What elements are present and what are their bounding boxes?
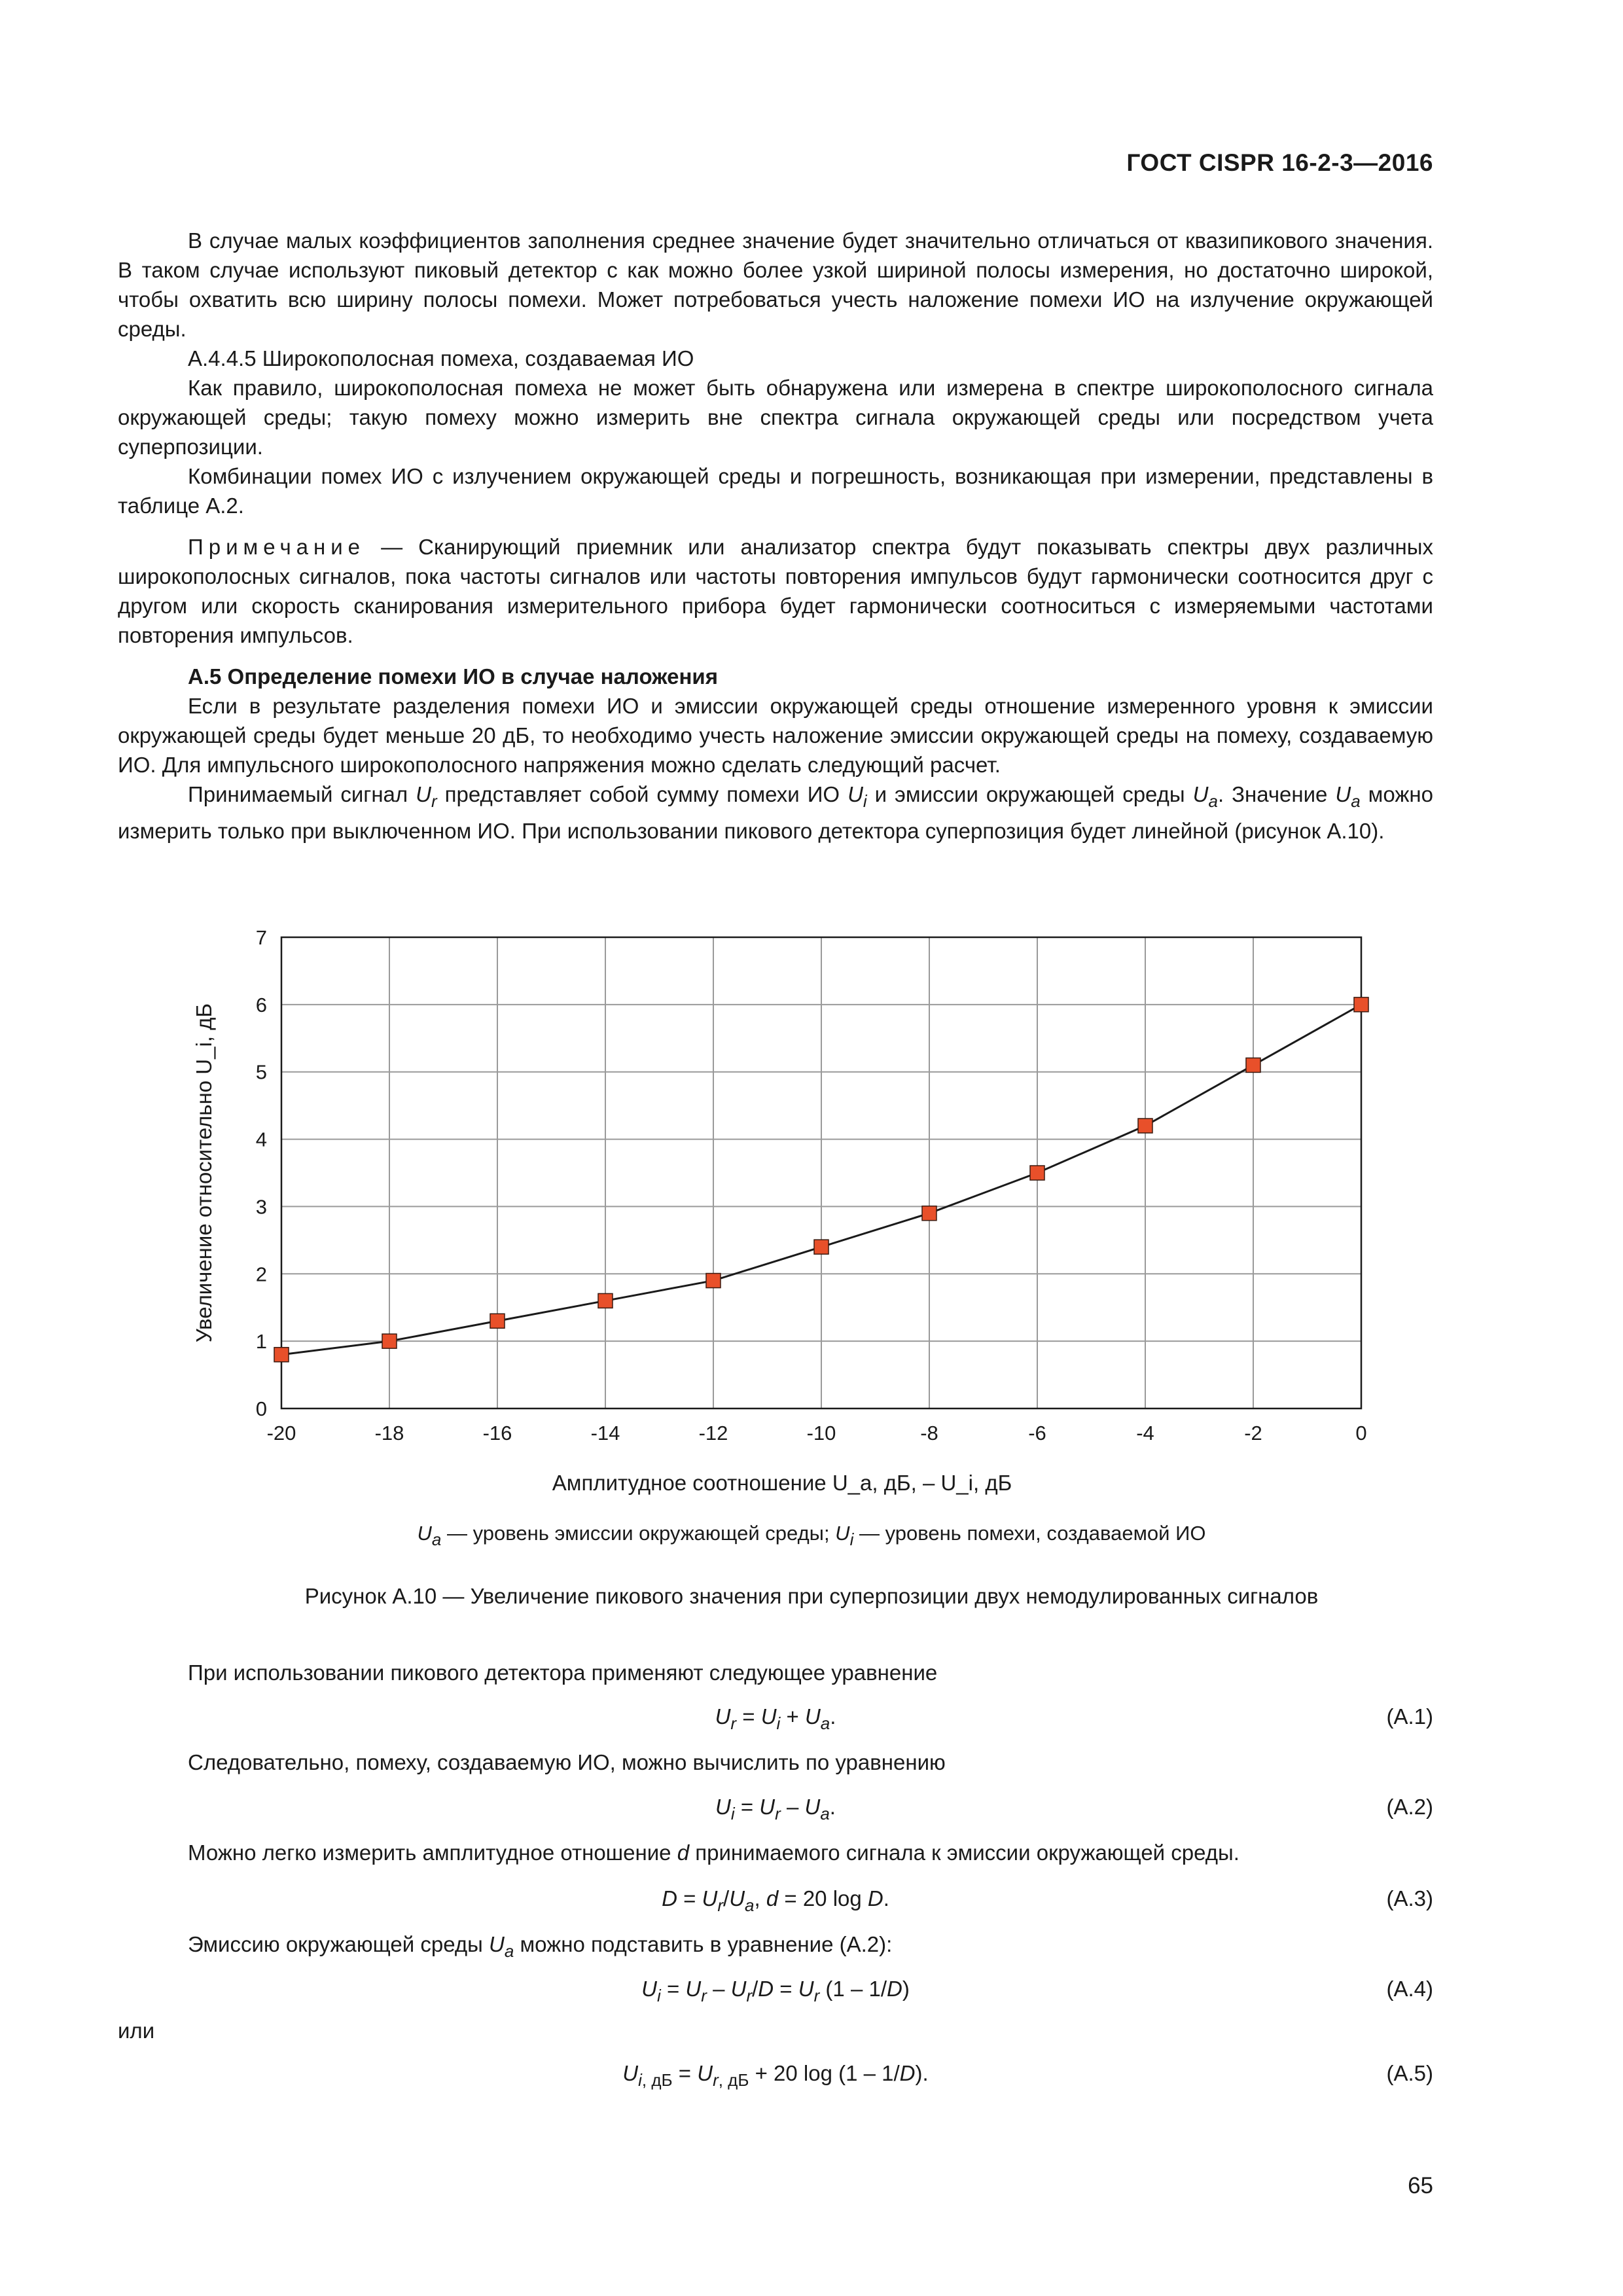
equation-a3-number: (А.3) (1386, 1886, 1433, 1910)
equation-a2-formula: $U_i = U_r - U_a$. (715, 1795, 836, 1823)
intro-paragraph-2: Как правило, широкополосная помеха не может быть обнаружена или измерена в спектре широкополосного сигнала окружающей среды; такую помеху можно измерить вне спектра сигнала окружающей среды или посредством учета суперпозиции. (118, 376, 1433, 459)
y-tick-label: 3 (255, 1195, 267, 1219)
y-tick-label: 6 (255, 993, 267, 1016)
x-tick-label: -6 (1028, 1422, 1046, 1444)
or-word: или (118, 2018, 155, 2043)
section-paragraph-1: Если в результате разделения помехи ИО и эмиссии окружающей среды отношение измеренного уровня к эмиссии окружающей среды будет меньше 20 дБ, то необходимо учесть наложение эмиссии окружающей среды на помеху, создаваемую ИО. Для импульсного широкополосного напряжения можно сделать следующий расчет. (118, 694, 1433, 777)
y-tick-label: 2 (255, 1263, 267, 1286)
intro-paragraph-3: Комбинации помех ИО с излучением окружающей среды и погрешность, возникающая при измерении, представлены в таблице А.2. (118, 464, 1433, 518)
y-axis-label: Увеличение относительно U_i, дБ (192, 1003, 216, 1343)
data-point (598, 1293, 613, 1308)
note-label: Примечание (188, 535, 366, 559)
intro-block (118, 226, 1433, 846)
figure-legend: $U_a$ — уровень эмиссии окружающей среды; $U_i$ — уровень помехи, создаваемой ИО (417, 1522, 1206, 1549)
figure-caption: Рисунок А.10 — Увеличение пикового значения при суперпозиции двух немодулированных сигналов (304, 1584, 1319, 1608)
y-tick-label: 1 (255, 1330, 267, 1354)
equation-a2-number: (А.2) (1386, 1795, 1433, 1819)
note-text: — Сканирующий приемник или анализатор спектра будут показывать спектры двух различных широкополосных сигналов, пока частоты сигналов или частоты повторения импульсов будут гармонически соотносится друг с другом или скорость сканирования измерительного прибора будет гармонически соотноситься с измеряемыми частотами повторения импульсов. (118, 535, 1433, 647)
page-number: 65 (1408, 2173, 1433, 2198)
y-tick-label: 4 (255, 1128, 267, 1151)
y-tick-label: 0 (255, 1397, 267, 1420)
data-point (274, 1348, 289, 1362)
x-axis-label: Амплитудное соотношение U_a, дБ, – U_i, дБ (552, 1471, 1012, 1495)
section-heading: А.5 Определение помехи ИО в случае наложения (188, 664, 718, 689)
equation-a4-formula: $U_i = U_r - U_r/D = U_r$ (1 – 1/D) (641, 1977, 910, 2005)
x-tick-label: -18 (374, 1422, 404, 1444)
x-tick-label: -16 (482, 1422, 512, 1444)
x-tick-label: -2 (1244, 1422, 1262, 1444)
y-tick-label: 7 (255, 926, 267, 949)
equation-intro-2: Следовательно, помеху, создаваемую ИО, можно вычислить по уравнению (188, 1750, 946, 1774)
equation-a1-number: (А.1) (1386, 1704, 1433, 1729)
equation-a4-number: (А.4) (1386, 1977, 1433, 2001)
equation-intro-1: При использовании пикового детектора применяют следующее уравнение (188, 1660, 938, 1685)
equation-a3-formula: $D = U_r/U_a$, d = 20 log D. (662, 1886, 889, 1915)
data-point (382, 1334, 397, 1348)
x-tick-label: -12 (698, 1422, 728, 1444)
intro-paragraph-1: В случае малых коэффициентов заполнения среднее значение будет значительно отличаться от квазипикового значения. В таком случае используют пиковый детектор с как можно более узкой шириной полосы измерения, но достаточно широкой, чтобы охватить всю ширину полосы помехи. Может потребоваться учесть наложение помехи ИО на излучение окружающей среды. (118, 228, 1433, 341)
equation-a1-formula: $U_r = U_i + U_a$. (715, 1704, 836, 1733)
subsection-title: А.4.4.5 Широкополосная помеха, создаваемая ИО (188, 346, 694, 370)
data-point (1354, 997, 1368, 1012)
data-point (922, 1206, 936, 1221)
data-point (1246, 1058, 1260, 1072)
x-tick-label: -14 (590, 1422, 620, 1444)
equation-intro-4: Эмиссию окружающей среды $U_a$ можно подставить в уравнение (А.2): (188, 1932, 893, 1961)
chart-svg (0, 903, 1623, 1505)
note-paragraph (118, 532, 1433, 650)
x-tick-label: -10 (806, 1422, 836, 1444)
equation-a5-formula: $U_{i, дБ} = U_{r, дБ} + 20$ log (1 – 1/D). (622, 2061, 929, 2090)
equation-intro-3: Можно легко измерить амплитудное отношение d принимаемого сигнала к эмиссии окружающей среды. (188, 1840, 1240, 1865)
document-code: ГОСТ CISPR 16-2-3—2016 (1126, 149, 1433, 176)
x-tick-label: -4 (1136, 1422, 1154, 1444)
section-paragraph-2: Принимаемый сигнал $U_r$ представляет собой сумму помехи ИО $U_i$ и эмиссии окружающей среды $U_a$. Значение $U_a$ можно измерить только при выключенном ИО. При использовании пикового детектора суперпозиция будет линейной (рисунок А.10). (118, 782, 1433, 843)
y-tick-label: 5 (255, 1060, 267, 1084)
figure-a10-chart (0, 903, 1623, 1505)
equation-a5-number: (А.5) (1386, 2061, 1433, 2085)
x-tick-label: 0 (1355, 1422, 1367, 1444)
data-point (490, 1314, 505, 1328)
data-point (1138, 1119, 1152, 1133)
data-point (706, 1274, 721, 1288)
data-point (814, 1240, 829, 1254)
data-point (1030, 1166, 1044, 1180)
x-tick-label: -8 (920, 1422, 938, 1444)
x-tick-label: -20 (266, 1422, 296, 1444)
